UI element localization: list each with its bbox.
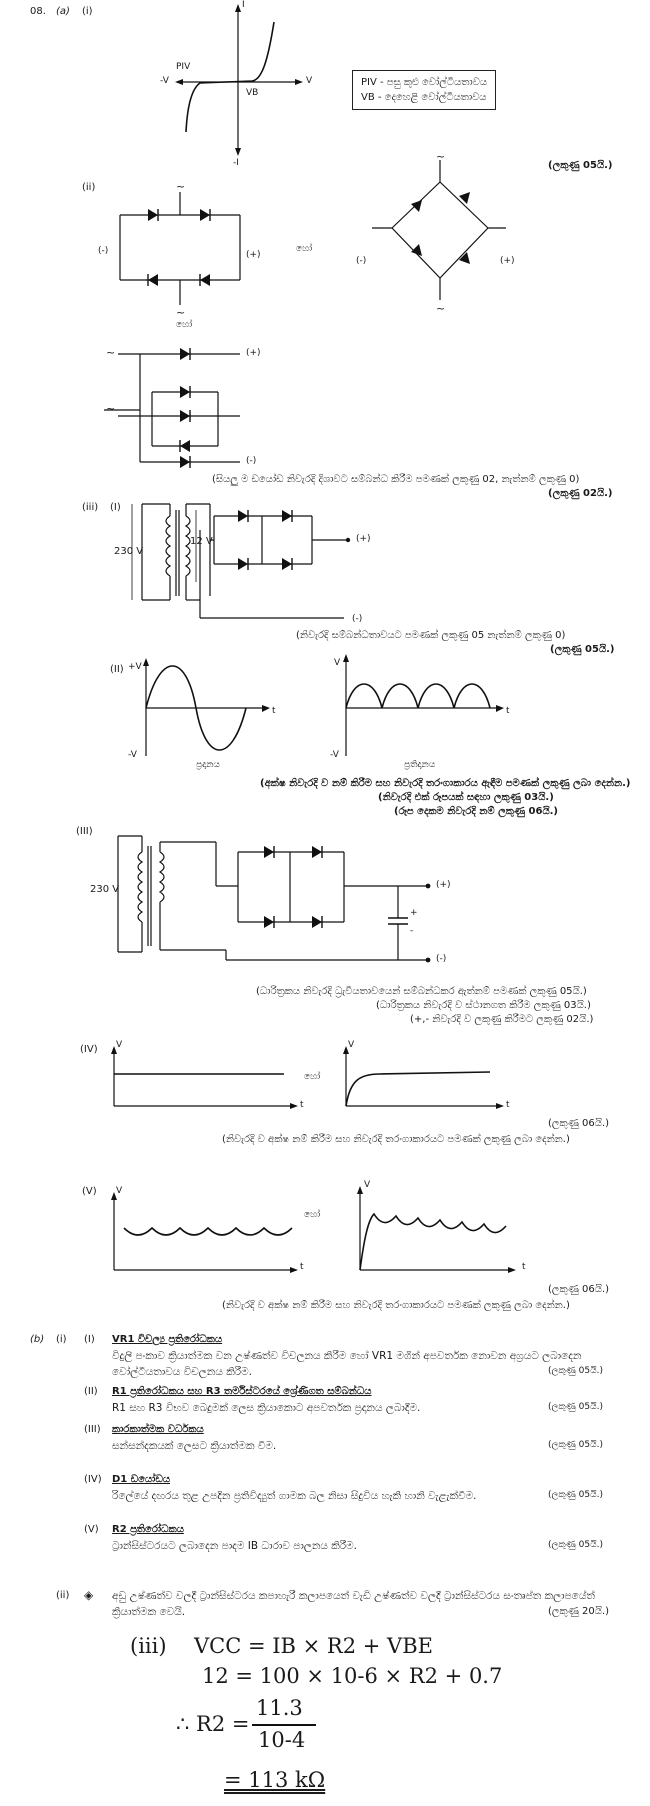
ripple-output-graphs [0, 1180, 650, 1280]
iv-t1: t [300, 1100, 304, 1110]
b-item-body-cont: වෝල්ටීයතාවය විචලනය කිරීම. [112, 1366, 252, 1378]
legend-piv: PIV - පසු කුළු වෝල්ටීයතාවය [361, 77, 488, 88]
ac-symbol-bottom: ~ [176, 306, 186, 319]
part-b-ii-label: (ii) [56, 1590, 70, 1601]
b-item-marks: (ලකුණු 05යි.) [548, 1440, 603, 1450]
ladder-neg: (-) [246, 456, 257, 466]
dc-output-graphs [0, 1040, 650, 1120]
marks-b-ii: (ලකුණු 20යි.) [548, 1606, 610, 1617]
subpart-iii-I-label: (I) [110, 502, 121, 513]
b-item-body: R1 සහ R3 විභව බෙදුමක් ලෙස ක්‍රියාකොට අපවර්තක ප්‍රදානය ලබාදීම. [112, 1402, 421, 1414]
b-item-body: ට්‍රාන්සිස්ටරයට ලබාදෙන පාදම IB ධාරාව පාලනය කිරීම. [112, 1540, 358, 1552]
primary-voltage-III: 230 V [90, 884, 120, 895]
diamond-neg: (-) [356, 256, 367, 266]
note-cap-2: (ධාරිත්‍රකය නිවැරදි ව ස්ථානගත කිරීම ලකුණු 03යි.) [376, 1000, 591, 1011]
subpart-i-label: (i) [82, 6, 93, 17]
ac-symbol-ladder-1: ~ [106, 346, 116, 359]
diamond-pos: (+) [500, 256, 515, 266]
calc-result: = 113 kΩ [224, 1768, 326, 1792]
iv-v1: V [116, 1040, 123, 1050]
out-neg-I: (-) [352, 614, 363, 624]
output-label: ප්‍රතිදානය [404, 760, 436, 770]
bridge-pos: (+) [246, 250, 261, 260]
fraction-bar [252, 1724, 316, 1726]
filtered-rectifier-circuit [0, 822, 650, 972]
part-b-i-label: (i) [56, 1334, 67, 1345]
marks-v: (ලකුණු 06යි.) [548, 1284, 610, 1295]
marks-iv: (ලකුණු 06යි.) [548, 1118, 610, 1129]
subpart-ii-label: (ii) [82, 182, 96, 193]
b-ii-body-2: ක්‍රියාත්මක වෙයි. [112, 1606, 186, 1618]
calc-line-2: 12 = 100 × 10-6 × R2 + 0.7 [202, 1664, 503, 1688]
b-item-marks: (ලකුණු 05යි.) [548, 1366, 603, 1376]
subpart-iii-II-label: (II) [110, 664, 124, 675]
note-wave-3: (රූප දෙකම නිවැරදි නම් ලකුණු 06යි.) [394, 806, 559, 817]
note-bridge: (සියලු ම ඩයෝඩ නිවැරදි දිශාවට සම්බන්ධ කිරීම පමණක් ලකුණු 02, නැත්නම් ලකුණු 0) [212, 474, 580, 485]
calc-line-1: VCC = IB × R2 + VBE [194, 1634, 433, 1658]
diode-iv-graph [0, 0, 650, 160]
b-item-number: (I) [84, 1334, 95, 1345]
or-text-1: හෝ [296, 244, 313, 254]
ac-symbol-diamond-top: ~ [436, 150, 446, 163]
b-item-number: (II) [84, 1386, 98, 1397]
v-or: හෝ [304, 1210, 321, 1220]
subpart-iii-label: (iii) [82, 502, 99, 513]
b-item-body: සන්සන්දකයක් ලෙසට ක්‍රියාත්මක වීම. [112, 1440, 277, 1452]
part-b-label: (b) [30, 1334, 45, 1345]
wave-out-t: t [506, 706, 510, 716]
b-item-title: කාරකාත්මක වර්ධකය [112, 1424, 204, 1435]
part-a-label: (a) [56, 6, 70, 17]
ac-symbol-diamond-bottom: ~ [436, 302, 446, 315]
b-item-title: R1 ප්‍රතිරෝධකය සහ R3 තර්මිස්ටරයේ ශ්‍රේණිගත සම්බන්ධය [112, 1386, 372, 1397]
axis-i-label: I [242, 0, 245, 10]
v-v2: V [364, 1180, 371, 1190]
bridge-neg: (-) [98, 246, 109, 256]
note-transformer: (නිවැරදි සම්බන්ධතාවයට පමණක් ලකුණු 05 නැත්නම් ලකුණු 0) [296, 630, 566, 641]
primary-voltage: 230 V [114, 546, 144, 557]
wave-out-v: V [334, 658, 341, 668]
wave-in-t: t [272, 706, 276, 716]
axis-neg-v-label: -V [160, 76, 169, 86]
subpart-iii-V-label: (V) [82, 1186, 97, 1197]
b-item-body: විදුලි පංකාව ක්‍රියාත්මක වන උෂ්ණත්ව විචලනය කිරීම හෝ VR1 මගින් අපවර්තක නොවන අග්‍රයට ලබාදෙන [112, 1350, 582, 1362]
v-t1: t [300, 1262, 304, 1272]
b-ii-body-1: අඩු උෂ්ණත්ව වලදී ට්‍රාන්සිස්ටරය කපාහැරී කලාපයෙත් වැඩි උෂ්ණත්ව වලදී ට්‍රාන්සිස්ටරය සංතෘප්ත කලාපයේත් [112, 1590, 595, 1602]
note-wave-1: (අක්ෂ නිවැරදි ව නම් කිරීම සහ නිවැරදි තරංගාකාරය ඇඳීම පමණක් ලකුණු ලබා දෙන්න.) [260, 778, 631, 789]
out-pos-I: (+) [356, 534, 371, 544]
marks-a-i: (ලකුණු 05යි.) [548, 160, 613, 171]
transformer-bridge-circuit [0, 496, 650, 616]
b-item-marks: (ලකුණු 05යි.) [548, 1402, 603, 1412]
axis-v-label: V [306, 76, 313, 86]
wave-in-nv: -V [128, 750, 137, 760]
calc-therefore: ∴ R2 = [176, 1712, 250, 1736]
note-iv: (නිවැරදි ව අක්ෂ නම් කිරීම සහ නිවැරදි තරංගාකාරයට පමණක් ලකුණු ලබා දෙන්න.) [222, 1134, 570, 1145]
legend-vb: VB - දෙහෙළි වෝල්ටීයතාවය [361, 92, 487, 103]
b-item-body: රිලේයේ දඟරය තුළ උපදින ප්‍රතිවිද්‍යුත් ගාමක බල නිසා සිදුවිය හැකි හානි වැළැක්වීම. [112, 1490, 477, 1502]
ac-symbol-top: ~ [176, 180, 186, 193]
bridge-rectifier-ladder [0, 336, 650, 476]
iv-v2: V [348, 1040, 355, 1050]
calc-denominator: 10-4 [258, 1728, 306, 1752]
note-v: (නිවැරදි ව අක්ෂ නම් කිරීම සහ නිවැරදි තරංගාකාරයට පමණක් ලකුණු ලබා දෙන්න.) [222, 1300, 570, 1311]
out-pos-III: (+) [436, 880, 451, 890]
calc-numerator: 11.3 [256, 1696, 303, 1720]
b-item-number: (V) [84, 1524, 99, 1535]
subpart-iii-IV-label: (IV) [80, 1044, 98, 1055]
b-item-number: (III) [84, 1424, 101, 1435]
vb-label: VB [246, 88, 259, 98]
v-t2: t [522, 1262, 526, 1272]
note-wave-2: (නිවැරදි එක් රූපයක් සඳහා ලකුණු 03යි.) [378, 792, 554, 803]
ladder-pos: (+) [246, 348, 261, 358]
input-label: ප්‍රදානය [196, 760, 220, 770]
b-item-number: (IV) [84, 1474, 102, 1485]
marks-iii-I: (ලකුණු 05යි.) [550, 644, 615, 655]
b-item-marks: (ලකුණු 05යි.) [548, 1540, 603, 1550]
iv-t2: t [506, 1100, 510, 1110]
b-item-marks: (ලකුණු 05යි.) [548, 1490, 603, 1500]
wave-out-nv: -V [330, 750, 339, 760]
axis-neg-i-label: -I [233, 158, 239, 168]
question-number: 08. [30, 6, 46, 17]
iv-or: හෝ [304, 1072, 321, 1082]
secondary-voltage: 12 V [190, 536, 213, 547]
b-item-title: D1 ඩයෝඩය [112, 1474, 171, 1485]
ac-symbol-ladder-2: ~ [106, 402, 116, 415]
b-item-title: VR1 විචල්‍ය ප්‍රතිරෝධකය [112, 1334, 223, 1345]
diamond-bullet-icon: ◈ [84, 1588, 94, 1602]
calc-label: (iii) [130, 1634, 167, 1658]
note-cap-3: (+,- නිවැරදි ව ලකුණු කිරීමට ලකුණු 02යි.) [410, 1014, 594, 1025]
subpart-iii-III-label: (III) [76, 826, 93, 837]
legend-box [352, 70, 496, 110]
b-item-title: R2 ප්‍රතිරෝධකය [112, 1524, 184, 1535]
out-neg-III: (-) [436, 954, 447, 964]
note-cap-1: (ධාරිත්‍රකය නිවැරදි ධ්‍රැවීයතාවයෙන් සම්බන්ධකර ඇත්නම් පමණක් ලකුණු 05යි.) [256, 986, 587, 997]
waveform-input-output [0, 652, 650, 772]
v-v1: V [116, 1186, 123, 1196]
cap-plus: + [410, 908, 418, 918]
cap-minus: - [410, 926, 414, 936]
piv-label: PIV [176, 62, 191, 72]
marks-a-ii: (ලකුණු 02යි.) [548, 488, 613, 499]
or-text-2: හෝ [176, 320, 193, 330]
wave-in-pv: +V [128, 662, 142, 672]
